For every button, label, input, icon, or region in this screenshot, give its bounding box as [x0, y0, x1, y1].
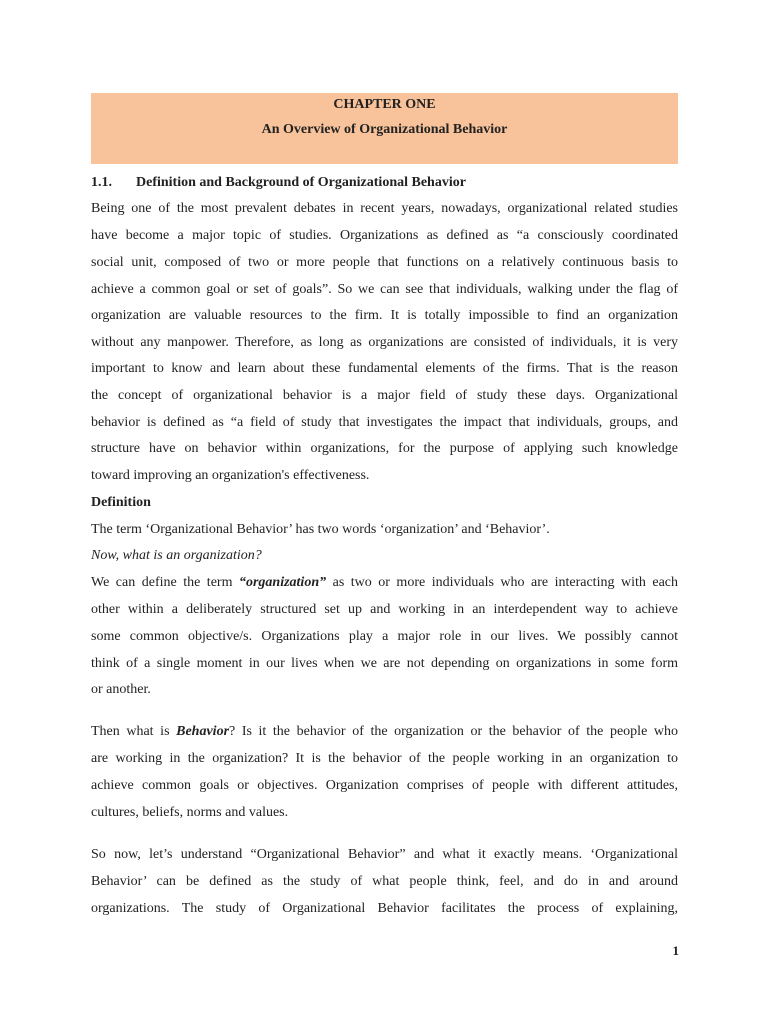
text-run: Then what is — [91, 724, 177, 739]
section-heading — [91, 174, 678, 192]
section-title: Definition and Background of Organizational Behavior — [136, 175, 466, 190]
paragraph-line: organization are valuable resources to the firm. It is totally impossible to find an organization — [91, 308, 678, 323]
section-number: 1.1. — [91, 175, 112, 190]
emphasized-term: “organization” — [238, 575, 327, 590]
paragraph-line — [91, 573, 678, 593]
chapter-header-box — [91, 93, 678, 164]
paragraph-line: achieve common goals or objectives. Organization comprises of people with different attitudes, — [91, 778, 678, 793]
paragraph-line: cultures, beliefs, norms and values. — [91, 805, 289, 820]
paragraph-line: the concept of organizational behavior is a major field of study these days. Organizational — [91, 388, 678, 403]
paragraph-line: behavior is defined as “a field of study that investigates the impact that individuals, groups, and — [91, 415, 678, 430]
question-line: Now, what is an organization? — [91, 548, 262, 563]
text-run: We can define the term — [91, 575, 239, 590]
paragraph-line: Behavior’ can be defined as the study of what people think, feel, and do in and around — [91, 874, 678, 889]
paragraph-line: Being one of the most prevalent debates in recent years, nowadays, organizational related studies — [91, 201, 678, 216]
text-run: as two or more individuals who are interacting with each — [326, 575, 678, 590]
paragraph-line: are working in the organization? It is the behavior of the people working in an organization to — [91, 751, 678, 766]
definition-heading: Definition — [91, 495, 151, 510]
paragraph-line — [91, 722, 678, 742]
paragraph-line: or another. — [91, 682, 151, 697]
paragraph-line: without any manpower. Therefore, as long as organizations are consisted of individuals, it is very — [91, 335, 678, 350]
term-sentence: The term ‘Organizational Behavior’ has two words ‘organization’ and ‘Behavior’. — [91, 522, 550, 537]
paragraph-line: organizations. The study of Organizational Behavior facilitates the process of explaining, — [91, 901, 678, 916]
paragraph-line: structure have on behavior within organizations, for the purpose of applying such knowledge — [91, 441, 678, 456]
paragraph-line: achieve a common goal or set of goals”. So we can see that individuals, walking under the flag of — [91, 282, 678, 297]
chapter-title: An Overview of Organizational Behavior — [261, 122, 508, 137]
paragraph-line: important to know and learn about these fundamental elements of the firms. That is the reason — [91, 361, 678, 376]
emphasized-term: Behavior — [176, 724, 230, 739]
paragraph-line: social unit, composed of two or more people that functions on a relatively continuous basis to — [91, 255, 678, 270]
paragraph-line: some common objective/s. Organizations play a major role in our lives. We possibly cannot — [91, 629, 678, 644]
paragraph-line: toward improving an organization's effectiveness. — [91, 468, 370, 483]
chapter-number: CHAPTER ONE — [333, 97, 436, 112]
paragraph-line: have become a major topic of studies. Organizations as defined as “a consciously coordinated — [91, 228, 678, 243]
paragraph-line: think of a single moment in our lives when we are not depending on organizations in some form — [91, 656, 678, 671]
page-number: 1 — [672, 943, 679, 958]
text-run: ? Is it the behavior of the organization or the behavior of the people who — [229, 724, 678, 739]
paragraph-line: other within a deliberately structured set up and working in an interdependent way to achieve — [91, 602, 678, 617]
paragraph-line: So now, let’s understand “Organizational Behavior” and what it exactly means. ‘Organizational — [91, 847, 678, 862]
